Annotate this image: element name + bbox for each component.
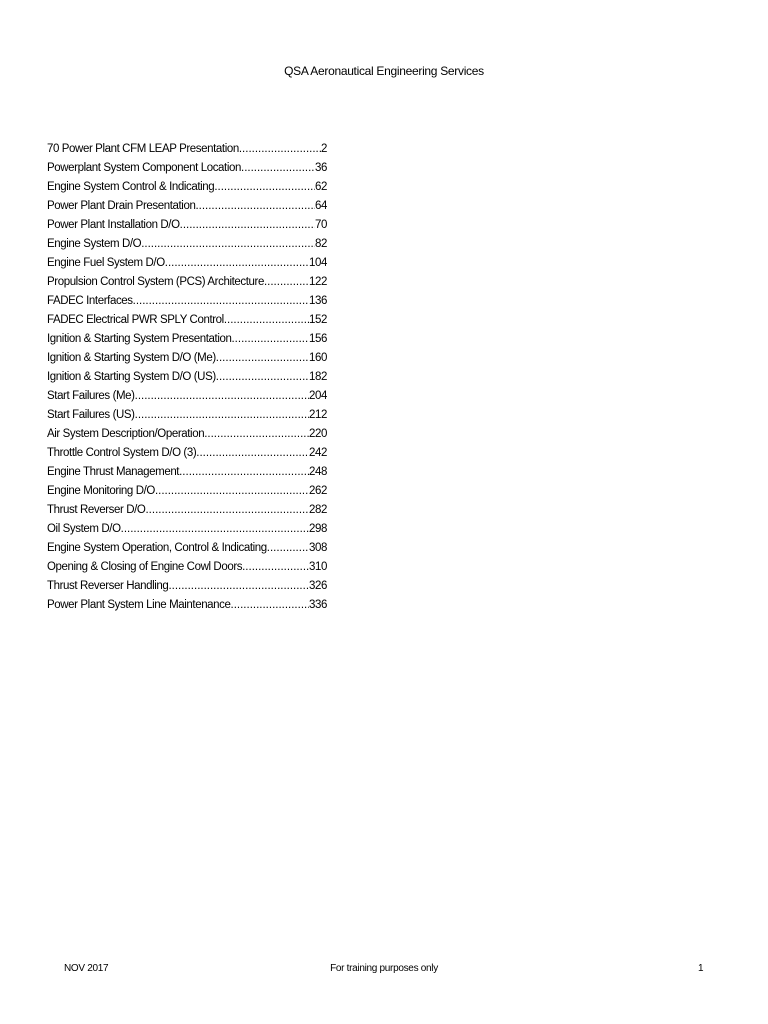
toc-dot-leader: [168, 577, 309, 596]
toc-entry-title: FADEC Interfaces: [47, 295, 133, 307]
toc-entry[interactable]: [47, 463, 327, 482]
toc-entry-page: 104: [309, 257, 327, 269]
toc-dot-leader: [214, 178, 315, 197]
toc-entry-title: Power Plant System Line Maintenance: [47, 599, 231, 611]
toc-entry-title: Throttle Control System D/O (3): [47, 447, 197, 459]
toc-entry-title: Opening & Closing of Engine Cowl Doors: [47, 561, 243, 573]
document-footer: [0, 963, 768, 977]
toc-dot-leader: [231, 596, 309, 615]
toc-entry-title: Engine System Operation, Control & Indicating: [47, 542, 267, 554]
toc-entry[interactable]: [47, 558, 327, 577]
toc-dot-leader: [145, 501, 309, 520]
toc-dot-leader: [264, 273, 309, 292]
table-of-contents: [47, 140, 327, 615]
toc-entry-title: Propulsion Control System (PCS) Architecture: [47, 276, 264, 288]
toc-entry-page: 262: [309, 485, 327, 497]
toc-entry-title: Thrust Reverser Handling: [47, 580, 169, 592]
toc-entry[interactable]: [47, 501, 327, 520]
toc-dot-leader: [155, 482, 309, 501]
toc-entry-page: 70: [315, 219, 327, 231]
toc-entry[interactable]: [47, 178, 327, 197]
toc-entry-page: 2: [321, 143, 327, 155]
toc-entry-title: Air System Description/Operation: [47, 428, 205, 440]
toc-dot-leader: [135, 406, 309, 425]
toc-entry-page: 160: [309, 352, 327, 364]
toc-entry-page: 36: [315, 162, 327, 174]
toc-entry-page: 182: [309, 371, 327, 383]
toc-dot-leader: [179, 463, 309, 482]
toc-entry[interactable]: [47, 596, 327, 615]
toc-entry-page: 298: [309, 523, 327, 535]
toc-entry-title: Engine Thrust Management: [47, 466, 180, 478]
toc-entry-page: 212: [309, 409, 327, 421]
toc-dot-leader: [241, 159, 315, 178]
toc-entry[interactable]: [47, 235, 327, 254]
toc-dot-leader: [242, 558, 309, 577]
toc-entry-title: Power Plant Installation D/O: [47, 219, 180, 231]
toc-entry-page: 122: [309, 276, 327, 288]
toc-dot-leader: [135, 387, 309, 406]
toc-entry-page: 220: [309, 428, 327, 440]
toc-entry-page: 308: [309, 542, 327, 554]
toc-entry-page: 242: [309, 447, 327, 459]
toc-entry-title: Ignition & Starting System D/O (Me): [47, 352, 216, 364]
toc-entry[interactable]: [47, 482, 327, 501]
toc-dot-leader: [224, 311, 309, 330]
toc-dot-leader: [231, 330, 309, 349]
toc-dot-leader: [121, 520, 309, 539]
toc-entry-page: 62: [315, 181, 327, 193]
toc-entry[interactable]: [47, 311, 327, 330]
toc-dot-leader: [196, 444, 309, 463]
toc-entry[interactable]: [47, 292, 327, 311]
toc-entry-page: 152: [309, 314, 327, 326]
toc-dot-leader: [216, 368, 309, 387]
toc-entry-page: 82: [315, 238, 327, 250]
toc-dot-leader: [239, 140, 321, 159]
toc-entry[interactable]: [47, 216, 327, 235]
toc-entry-title: Engine Fuel System D/O: [47, 257, 165, 269]
footer-page-number: 1: [698, 963, 704, 974]
toc-entry-page: 336: [309, 599, 327, 611]
toc-entry[interactable]: [47, 406, 327, 425]
toc-entry-page: 156: [309, 333, 327, 345]
footer-note: For training purposes only: [330, 963, 438, 974]
toc-entry[interactable]: [47, 140, 327, 159]
toc-dot-leader: [204, 425, 309, 444]
toc-dot-leader: [267, 539, 309, 558]
toc-entry-title: Powerplant System Component Location: [47, 162, 241, 174]
toc-dot-leader: [216, 349, 309, 368]
toc-entry-title: Start Failures (US): [47, 409, 135, 421]
toc-dot-leader: [195, 197, 315, 216]
toc-entry-title: Engine Monitoring D/O: [47, 485, 155, 497]
toc-entry-title: Engine System D/O: [47, 238, 142, 250]
toc-entry[interactable]: [47, 273, 327, 292]
toc-entry-page: 64: [315, 200, 327, 212]
toc-entry-title: Oil System D/O: [47, 523, 121, 535]
toc-entry-title: Ignition & Starting System Presentation: [47, 333, 232, 345]
toc-entry[interactable]: [47, 425, 327, 444]
toc-entry-title: Thrust Reverser D/O: [47, 504, 146, 516]
toc-entry[interactable]: [47, 254, 327, 273]
toc-dot-leader: [133, 292, 309, 311]
toc-entry-title: 70 Power Plant CFM LEAP Presentation: [47, 143, 239, 155]
toc-entry[interactable]: [47, 159, 327, 178]
toc-entry[interactable]: [47, 520, 327, 539]
toc-entry-title: Power Plant Drain Presentation: [47, 200, 196, 212]
toc-entry-title: FADEC Electrical PWR SPLY Control: [47, 314, 224, 326]
toc-entry-page: 326: [309, 580, 327, 592]
toc-entry-title: Ignition & Starting System D/O (US): [47, 371, 216, 383]
toc-dot-leader: [141, 235, 315, 254]
toc-entry-page: 310: [309, 561, 327, 573]
toc-entry-title: Start Failures (Me): [47, 390, 135, 402]
header-title: QSA Aeronautical Engineering Services: [284, 64, 484, 78]
toc-entry[interactable]: [47, 197, 327, 216]
toc-entry-page: 204: [309, 390, 327, 402]
toc-entry-page: 282: [309, 504, 327, 516]
toc-entry[interactable]: [47, 387, 327, 406]
toc-entry[interactable]: [47, 368, 327, 387]
toc-dot-leader: [165, 254, 309, 273]
toc-entry-page: 136: [309, 295, 327, 307]
toc-dot-leader: [180, 216, 315, 235]
toc-entry[interactable]: [47, 539, 327, 558]
toc-entry[interactable]: [47, 577, 327, 596]
document-header: [0, 64, 768, 78]
toc-entry-title: Engine System Control & Indicating: [47, 181, 215, 193]
toc-entry[interactable]: [47, 330, 327, 349]
toc-entry[interactable]: [47, 349, 327, 368]
toc-entry-page: 248: [309, 466, 327, 478]
toc-entry[interactable]: [47, 444, 327, 463]
footer-date: NOV 2017: [64, 963, 109, 974]
